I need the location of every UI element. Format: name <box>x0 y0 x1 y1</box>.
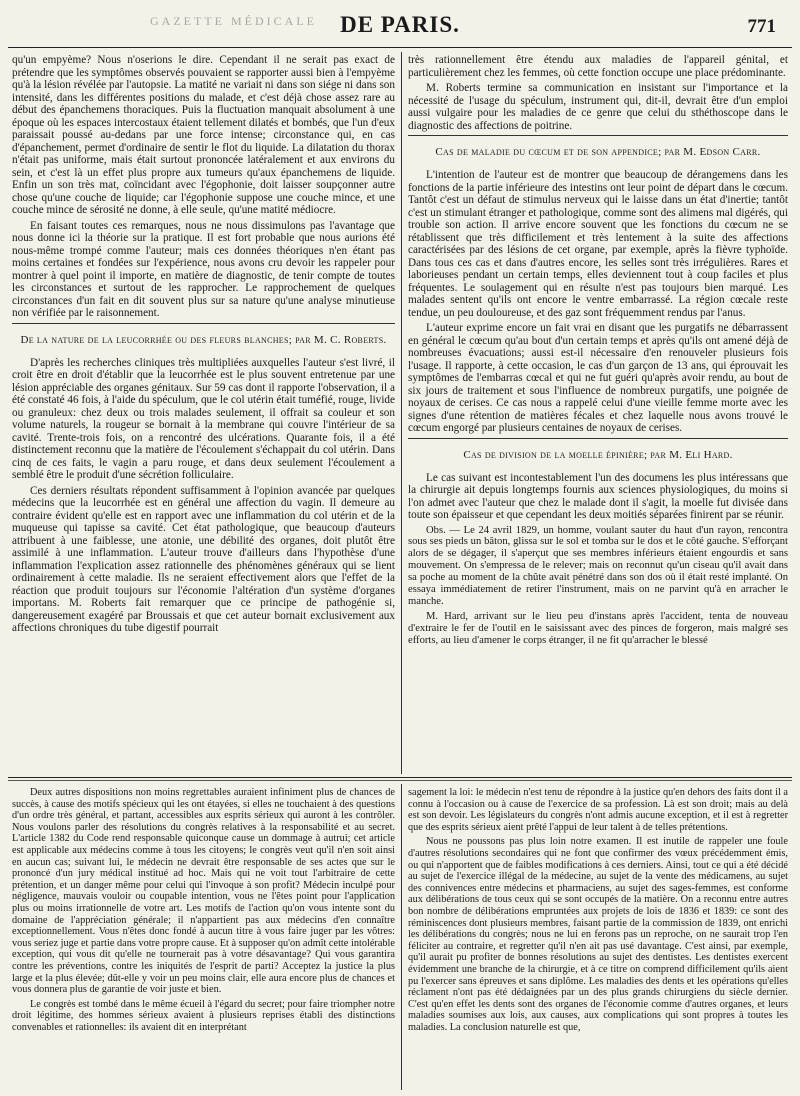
column-divider <box>401 52 402 774</box>
section-divider <box>408 438 788 439</box>
running-title-faded: GAZETTE MÉDICALE <box>150 14 317 28</box>
section-divider <box>408 135 788 136</box>
header-rule <box>8 47 792 48</box>
section-heading: De la nature de la leucorrhée ou des fleurs blanches; par M. C. Roberts. <box>20 333 387 346</box>
paragraph: M. Hard, arrivant sur le lieu peu d'instans après l'accident, tenta de nouveau d'extraire le fer de l'outil en le saisissant avec des pinces de forgeron, mais malgré ses efforts, au lieu d'amener le corps étranger, il ne fit qu'arracher le blessé <box>408 610 788 646</box>
paragraph: L'intention de l'auteur est de montrer que beaucoup de dérangemens dans les fonctions de la partie inférieure des intestins ont leur point de départ dans le cœcum. Tantôt c'est un défaut de stimulus nerveux qui le laisse dans un état d'inertie; tantôt c'est un stimulant étranger et pathologique, comme sont des alimens mal digérés, qui trouble son action. Il arrive encore souvent que les fonctions du cœcum ne se rétablissent que très difficilement et très lentement à la suite des affections caractérisées par des lésions de cet organe, par exemple, après la fièvre typhoïde. Dans tous ces cas et dans d'autres encore, les selles sont très irrégulières. Rares et laborieuses pendant un certain temps, elles deviennent tout à coup faciles et plus fréquentes. Le soulagement qui en résulte n'est pas toujours bien marqué. Les malades sentent qu'ils ont encore le ventre embarrassé. La région cœcale reste tendue, un peu douloureuse, et des gaz sont fréquemment rendus par l'anus. <box>408 169 788 319</box>
paragraph: M. Roberts termine sa communication en insistant sur l'importance et la nécessité de l'usage du spéculum, instrument qui, dit-il, devrait être d'un emploi aussi vulgaire pour les maladies de ce genre que celui du sthéthoscope dans le diagnostic des affections de poitrine. <box>408 82 788 132</box>
feuilleton-column-divider <box>401 784 402 1090</box>
feuilleton-column-left <box>12 787 395 1036</box>
paragraph: Le cas suivant est incontestablement l'un des documens les plus intéressans que la chirurgie ait depuis longtemps fournis aux sciences physiologiques, du moins si l'on admet avec l'auteur que chez le malade dont il s'agit, la moelle fut divisée dans toute son épaisseur et que cependant les deux moitiés séparées finirent par se réunir. <box>408 471 788 521</box>
feuilleton-column-right <box>408 787 788 1036</box>
paragraph: Le congrès est tombé dans le même écueil à l'égard du secret; pour faire triompher notre droit légitime, des hommes sérieux avaient à plusieurs reprises établi des distinctions convenables et rationnelles: ils avaient dit en interprétant <box>12 998 395 1033</box>
paragraph: Nous ne poussons pas plus loin notre examen. Il est inutile de rappeler une foule d'autres résolutions secondaires qui ne font que confirmer des vœux précédemment émis, ou qui n'apportent que de faibles modifications à ces derniers. Ainsi, tout ce qui a été décidé au sujet de l'exercice illégal de la médecine, au sujet de la vente des médicamens, au sujet des connivences entre médecins et pharmaciens, au sujet des sages-femmes, est conforme aux délibérations de tous ceux qui se sont occupés de la matière. On a reconnu entre autres bon nombre de délibérations empruntées aux projets de lois de 1836 et 1839: ce sont des réminiscences dont plusieurs membres, faisant partie de la commission de 1839, ont enrichi les délibérations du congrès; nous ne lui en ferons pas un reproche, on ne saurait trop l'en féliciter au contraire, et regretter qu'il n'en ait pas usé davantage. C'est ainsi, par exemple, qu'il aurait pu profiter de bonnes résolutions au sujet des dentistes. Les dentistes exercent évidemment une branche de la chirurgie, et à ce titre on comprend difficilement qu'ils aient pu l'exercer sans épreuves et sans diplôme. Les maladies des dents et les opérations qu'elles réclament n'ont pas été dédaignées par un des plus grands chirurgiens du siècle dernier. C'est qu'en effet les dents sont des organes de l'économie comme d'autres organes, et leurs maladies soumises aux lois, aux causes, aux complications qui sont propres à toutes les maladies. La conclusion naturelle est que, <box>408 836 788 1033</box>
paragraph: D'après les recherches cliniques très multipliées auxquelles l'auteur s'est livré, il croit être en droit d'établir que la leucorrhée est le plus souvent entretenue par une lésion appréciable des organes génitaux. Sur 59 cas dont il rapporte l'observation, il a été constaté 46 fois, à l'aide du spéculum, que le col utérin était tuméfié, rouge, livide ou granuleux: chez deux ou trois malades seulement, il offrait sa couleur et son volume naturels, la rougeur se bornait à la membrane qui couvre l'intérieur de sa cavité. Trente-trois fois, on a rencontré des ulcérations. Quarante fois, il a été distinctement reconnu que la matière de l'écoulement s'échappait du col utérin. Dans cinq de ces faits, le vagin a paru rouge, et dans deux seulement l'écoulement a semblé être le produit d'une sécrétion folliculaire. <box>12 356 395 481</box>
paragraph: très rationnellement être étendu aux maladies de l'appareil génital, et particulièrement chez les femmes, où cette fonction occupe une place prédominante. <box>408 54 788 79</box>
observation-paragraph: Obs. — Le 24 avril 1829, un homme, voulant sauter du haut d'un rayon, rencontra sous ses pieds un bâton, glissa sur le sol et tomba sur le dos et le côté gauche. S'efforçant alors de se dégager, il s'aperçut que ses membres inférieurs étaient engourdis et sans mouvement. On s'empressa de le relever; mais on reconnut qu'un ciseau qu'il avait dans sa poche au moment de la chûte avait pénétré dans son dos où il était resté implanté. On essaya immédiatement de retirer l'instrument, mais on ne parvint qu'à en arracher le manche. <box>408 524 788 607</box>
paragraph: En faisant toutes ces remarques, nous ne nous dissimulons pas l'avantage que nous donne ici la théorie sur la pratique. Il est fort probable que nous aurions été nous-même trompé comme l'auteur; mais ces données théoriques n'en étant pas moins certaines et fondées sur l'expérience, nous avons cru devoir les rappeler pour montrer à quel point il importe, en matière de diagnostic, de tenir compte de toutes les circonstances et surtout de les rapprocher. Le rapprochement de quelques circonstances d'un fait en dit souvent plus sur sa nature qu'une analyse minutieuse non vérifiée par le raisonnement. <box>12 219 395 319</box>
page-number: 771 <box>747 16 776 37</box>
column-right <box>408 54 788 650</box>
running-title: DE PARIS. <box>340 12 460 37</box>
paragraph: Ces derniers résultats répondent suffisamment à l'opinion avancée par quelques médecins que la leucorrhée est en général une affection du vagin. Il demeure au contraire évident qu'elle est en rapport avec une inflammation du col utérin et de la muqueuse qui tapisse sa cavité. Cet état pathologique, que beaucoup d'auteurs attribuent à une faiblesse, une atonie, une débilité des organes, doit plutôt être assimilé à une inflammation. L'auteur trouve d'ailleurs dans l'hypothèse d'une inflammation l'explication assez rationnelle des phénomènes généraux qui se lient ordinairement à cette maladie. Ils ne seraient effectivement alors que l'effet de la réaction que produit toujours sur l'économie l'altération d'un système d'organes importans. M. Roberts fait remarquer que ce principe de pathogénie si, dangereusement exagéré par Broussais et que cet auteur bornait exclusivement aux affections chroniques du tube digestif pourrait <box>12 484 395 634</box>
page-header <box>0 14 800 44</box>
paragraph: Deux autres dispositions non moins regrettables auraient infiniment plus de chances de succès, à cause des motifs spécieux qui les ont étayées, si elles ne touchaient à des questions d'un ordre très général, et partant, accessibles aux esprits sérieux qui auront à les contrôler. Nous voulons parler des résolutions du congrès relatives à la responsabilité et au secret. L'article 1382 du Code rend responsable quiconque cause un dommage à autrui; cet article est applicable aux médecins comme à tous les citoyens; le congrès veut qu'il n'en soit ainsi en aucun cas; suivant lui, le médecin ne devrait être responsable de ses actes que sur le prononcé d'un jury médical institué ad hoc. Mais qui ne voit tout l'arbitraire de cette prétention, et un danger même pour celui qui l'invoque à son profit? Médecin inculpé pour négligence, mauvais vouloir ou coupable intention, vous ne l'êtes point pour l'application plus ou moins irrationnelle de votre art. Les motifs de l'action qu'on vous intente sont du domaine de l'appréciation générale; il n'appartient pas aux médecins d'en connaître exceptionnellement. Vous n'êtes donc fondé à aucun titre à vous faire juger par les vôtres: vous seriez juge et partie dans votre propre cause. Et à supposer qu'on admît cette intolérable exception, qui vous dit qu'elle ne tournerait pas à votre désavantage? Qui vous garantira contre les préventions, contre les iniquités de l'esprit de parti? Acceptez la justice la plus large et la plus élevée; dût-elle y voir un peu moins clair, elle aura encore plus de chances et vous donnera plus de garantie de voir juste et bien. <box>12 787 395 996</box>
paragraph: sagement la loi: le médecin n'est tenu de répondre à la justice qu'en dehors des faits dont il a connu à l'occasion ou à cause de l'exercice de sa profession. Là est son droit; mais au delà est son devoir. Les législateurs du congrès n'ont admis aucune exception, et il est à regretter que des esprits sérieux aient prêté l'appui de leur talent à de telles prétentions. <box>408 787 788 833</box>
paragraph: qu'un empyème? Nous n'oserions le dire. Cependant il ne serait pas exact de prétendre que les symptômes observés pouvaient se rapporter aussi bien à l'empyème qu'à la lésion révélée par l'autopsie. La matité ne variait ni dans son siége ni dans son intensité, dans les différentes positions du malade, et c'est déjà chose assez rare au début des épanchemens thoraciques. Puis la fluctuation manquait absolument à une époque où les espaces intercostaux étaient tellement dilatés et bombés, que l'un d'eux paraissait poussé au-dedans par une force intense; circonstance qui, en cas d'épanchement, permet d'ordinaire de sentir le flot du liquide. La dilatation du thorax n'était pas uniforme, mais était surtout prononcée latéralement et aux environs du sein, et c'est là un effet plus propre aux tumeurs qu'aux épanchemens de liquide. Enfin un son très mat, coïncidant avec l'égophonie, doit laisser soupçonner autre chose qu'une couche de liquide; car l'égophonie suppose une couche mince, et une couche mince de sérosité ne donne, à elle seule, qu'une matité médiocre. <box>12 54 395 216</box>
feuilleton-rule-thin <box>8 780 792 781</box>
section-divider <box>12 323 395 324</box>
section-heading: Cas de division de la moelle épinière; par M. Eli Hard. <box>463 448 733 461</box>
section-heading: Cas de maladie du cœcum et de son appendice; par M. Edson Carr. <box>435 146 761 158</box>
column-left <box>12 54 395 638</box>
feuilleton-rule <box>8 777 792 778</box>
paragraph: L'auteur exprime encore un fait vrai en disant que les purgatifs ne débarrassent en général le cœcum qu'au bout d'un certain temps et après qu'ils ont amené déjà de nombreuses évacuations; aussi est-il nécessaire d'en renouveler plusieurs fois l'usage. Il rapporte, à cette occasion, le cas d'un garçon de 13 ans, qui éprouvait les symptômes de l'embarras cœcal et qui ne fut guéri qu'après avoir rendu, au bout de six jours de traitement et sous l'influence de nombreux purgatifs, une poignée de noyaux de cerises. Ce cas nous a rappelé celui d'une vieille femme morte avec les signes d'une rétention de matières fécales et chez laquelle nous avons trouvé le cœcum engorgé par plusieurs centaines de noyaux de cerises. <box>408 322 788 434</box>
